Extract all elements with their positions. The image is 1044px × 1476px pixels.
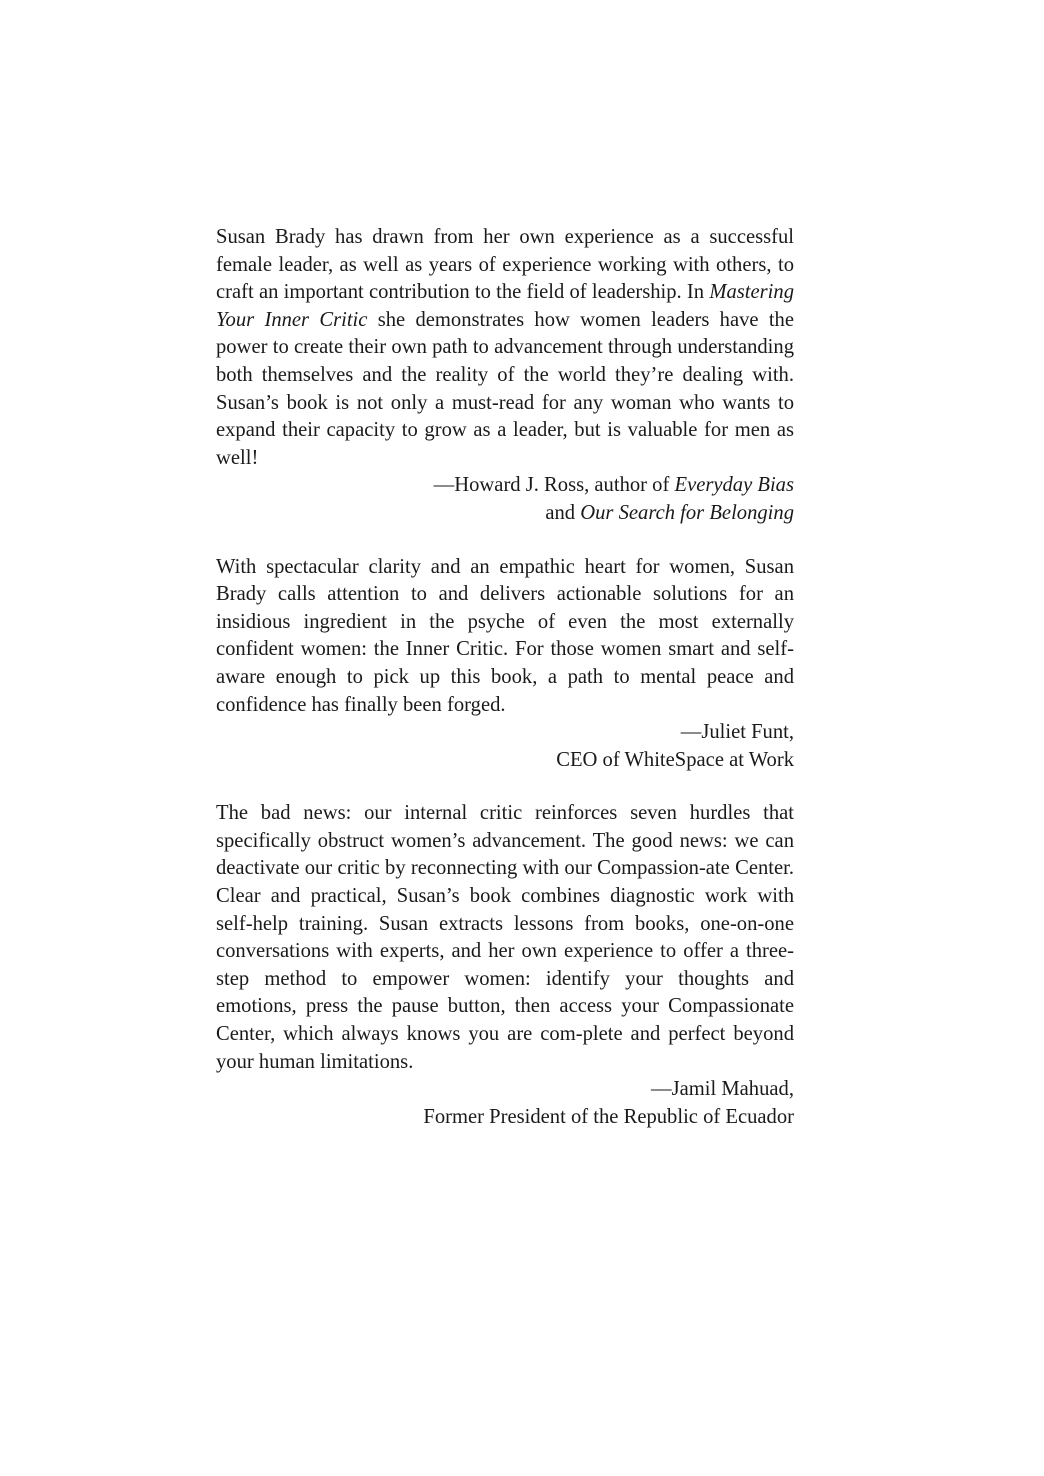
endorsement-attribution [216, 1076, 794, 1131]
attribution-role: Former President of the Republic of Ecuador [423, 1105, 794, 1128]
endorsements-column [216, 224, 794, 1157]
endorsement-funt [216, 554, 794, 775]
attribution-conjunction: and [545, 501, 581, 524]
attribution-line-1 [216, 472, 794, 500]
quote-text-part-b: she demonstrates how women leaders have the power to create their own path to advancement through understanding both themselves and the reality of the world they’re dealing with. Susan’s book is not only a must-read for any woman who wants to expand their capacity to grow as a leader, but is valuable for men as well! [216, 308, 794, 469]
quote-text-part-a: Susan Brady has drawn from her own experience as a successful female leader, as well as years of experience working with others, to craft an important contribution to the field of leadership. In [216, 226, 794, 304]
endorsement-attribution [216, 719, 794, 774]
endorsement-attribution [216, 472, 794, 527]
attribution-role: CEO of WhiteSpace at Work [556, 748, 794, 771]
attribution-book-2: Our Search for Belonging [580, 501, 794, 524]
endorsement-quote [216, 224, 794, 472]
attribution-author: —Howard J. Ross, author of [433, 474, 675, 497]
attribution-line-2 [216, 500, 794, 528]
endorsement-quote: The bad news: our internal critic reinforces seven hurdles that specifically obstruct women’s advancement. The good news: we can deactivate our critic by reconnecting with our Compassion-ate Center. Clear and practical, Susan’s book combines diagnostic work with self-help training. Susan extracts lessons from books, one-on-one conversations with experts, and her own experience to offer a three-step method to empower women: identify your thoughts and emotions, press the pause button, then access your Compassionate Center, which always knows you are com-plete and perfect beyond your human limitations. [216, 802, 794, 1073]
attribution-book-1: Everyday Bias [674, 474, 794, 497]
attribution-author: —Juliet Funt, [680, 721, 794, 744]
book-title-italic: Mastering Your Inner Critic [216, 281, 794, 331]
endorsement-ross [216, 224, 794, 528]
endorsement-mahuad [216, 800, 794, 1131]
endorsement-quote: With spectacular clarity and an empathic heart for women, Susan Brady calls attention to and delivers actionable solutions for an insidious ingredient in the psyche of even the most externally confident women: the Inner Critic. For those women smart and self-aware enough to pick up this book, a path to mental peace and confidence has finally been forged. [216, 555, 794, 716]
attribution-author: —Jamil Mahuad, [651, 1078, 794, 1101]
